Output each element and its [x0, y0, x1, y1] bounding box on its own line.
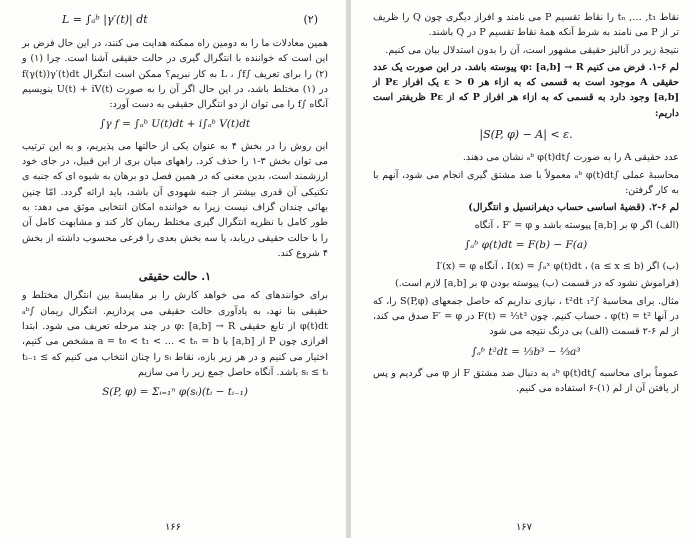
- left-paragraph-2: این روش را در بخش ۴ به عنوان یکی از حالتها می پذیریم، و به این ترتیب می توان بخش ۳-۱ را حذف کرد. راههای میان بری از این قبیل، در جای خود ارزشمند است، بدین معنی که در همین فصل دو برهان به شیوه ای که جنبه ی تکنیکی آن قدری بیشتر از جنبه شهودی آن باشد، باید ارائه گردد. امّا چنین بهائی چندان گزاف نیست زیرا به خواننده امکان انتخابی موثق می دهد: به طور کامل با نظریه انتگرال گیری مختلط ریمان کار کند و مشابهت کامل آن را با حالت حقیقی دریابد، یا سه بخش بعدی را فرعی محسوب داشته از بخش ۴ شروع کند.: [22, 140, 329, 259]
- right-page-content: [373, 10, 679, 516]
- left-page-number: ۱۶۶: [164, 522, 182, 533]
- lemma-6-2-part-b: (ب) اگر I(x) = ∫ₐˣ φ(t)dt ، (a ≤ x ≤ b) ، آنگاه I′(x) = φ: [436, 261, 679, 273]
- right-paragraph-2: نتیجهٔ زیر در آنالیز حقیقی مشهور است، آن را بدون استدلال بیان می کنیم.: [385, 44, 679, 56]
- left-formula-integral-split: ∫γ f = ∫ₐᵇ U(t)dt + i∫ₐᵇ V(t)dt: [99, 118, 251, 131]
- right-paragraph-3: عدد حقیقی A را به صورت ∫ₐᵇ φ(t)dt نشان می دهند.: [462, 152, 679, 164]
- right-page-number: ۱۶۷: [515, 522, 533, 533]
- left-paragraph-3: برای خوانندهای که می خواهد کارش را بر مقایسهٔ بین انتگرال مختلط و حقیقی بنا نهد، به یادآوری حالت حقیقی می پردازیم. انتگرال ریمان ∫ₐᵇ φ(t)dt از تابع حقیقی φ: [a,b] → R در چند مرحله تعریف می شود. ابتدا افرازی چون P از [a,b] با a = t₀ < t₁ < … < tₙ = b مشخص می کنیم، اختیار می کنیم و در هر زیر بازه، نقاط sᵢ را چنان انتخاب می کنیم که tᵢ₋₁ ≤ sᵢ ≤ tᵢ باشد. آنگاه حاصل جمع زیر را می سازیم: [22, 290, 328, 378]
- lemma-6-2-part-a: (الف) اگر φ بر [a,b] پیوسته باشد و F′ = φ ، آنگاه: [474, 219, 679, 231]
- right-page: [351, 0, 697, 538]
- section-title-real-case: ۱. حالت حقیقی: [138, 270, 212, 284]
- right-paragraph-4: محاسبهٔ عملی ∫ₐᵇ φ(t)dt معمولاً با ضد مشتق گیری انجام می شود، آنهم با به کار گرفتن:: [373, 169, 680, 196]
- equation-2-formula: L = ∫ₐᵇ |γ′(t)| dt: [62, 13, 148, 26]
- equation-2: [22, 10, 328, 32]
- lemma-6-2-title: لم ۶-۲. (قضیهٔ اساسی حساب دیفرانسیل و انتگرال): [468, 202, 679, 214]
- left-page-content: [22, 10, 328, 516]
- right-paragraph-1: نقاط tₙ ,… ,t₁ را نقاط تقسیم P می نامند و افراز دیگری چون Q را ظریف تر از P می نامند به شرط آنکه همهٔ نقاط تقسیم P در Q باشند.: [373, 12, 679, 39]
- right-formula-example-integral: ∫ₐᵇ t²dt = ⅓b³ − ⅓a³: [471, 345, 581, 358]
- left-paragraph-1: همین معادلات ما را به دومین راه ممکنه هدایت می کنند، در این حال فرض بر این است که خواننده با انتگرال گیری در حالت حقیقی آشنا است. چرا (۱) و (۲) را برای تعریف ∫L ، ∫f به کار نبریم؟ ممکن است انتگرال f(γ(t))γ′(t)dt در (۱) مختلط باشد، در این حال اگر آن را به صورت U(t) + iV(t) بنویسیم آنگاه ∫f را می توان از دو انتگرال حقیقی به دست آورد:: [22, 38, 328, 111]
- lemma-6-1-inequality: |S(P, φ) − A| < ε.: [479, 128, 573, 142]
- right-paragraph-5: (فراموش نشود که در قسمت (ب) پیوسته بودن φ بر [a,b] لازم است.): [394, 278, 679, 290]
- lemma-6-1: لم ۶-۱. فرض می کنیم φ: [a,b] → R پیوسته باشد. در این صورت یک عدد حقیقی A موجود است به قسمی که به ازاء هر ε > 0 یک افراز Pε از [a,b] وجود دارد به قسمی که به ازاء هر افراز P که از Pε ظریفتر است داریم:: [373, 61, 680, 119]
- right-paragraph-6: عموماً برای محاسبه ∫ₐᵇ φ(t)dt به دنبال ضد مشتق F از φ می گردیم و پس از یافتن آن از لم (۱)-۶ استفاده می کنیم.: [373, 367, 679, 395]
- left-formula-riemann-sum: S(P, φ) = Σᵢ₌₁ⁿ φ(sᵢ)(tᵢ − tᵢ₋₁): [102, 386, 248, 399]
- equation-2-number: (۲): [303, 13, 318, 26]
- left-page: [0, 0, 346, 538]
- right-formula-fundamental-theorem: ∫ₐᵇ φ(t)dt = F(b) − F(a): [464, 238, 588, 251]
- example-paragraph: مثال. برای محاسبهٔ ∫₁² t²dt ، نیازی نداریم که حاصل جمعهای S(P,φ) را، که در آنها φ(t) = t² ، حساب کنیم. چون F(t) = ⅓t³ در F′ = φ صدق می کند، از لم ۶-۲ قسمت (الف) بی درنگ نتیجه می شود: [373, 295, 679, 338]
